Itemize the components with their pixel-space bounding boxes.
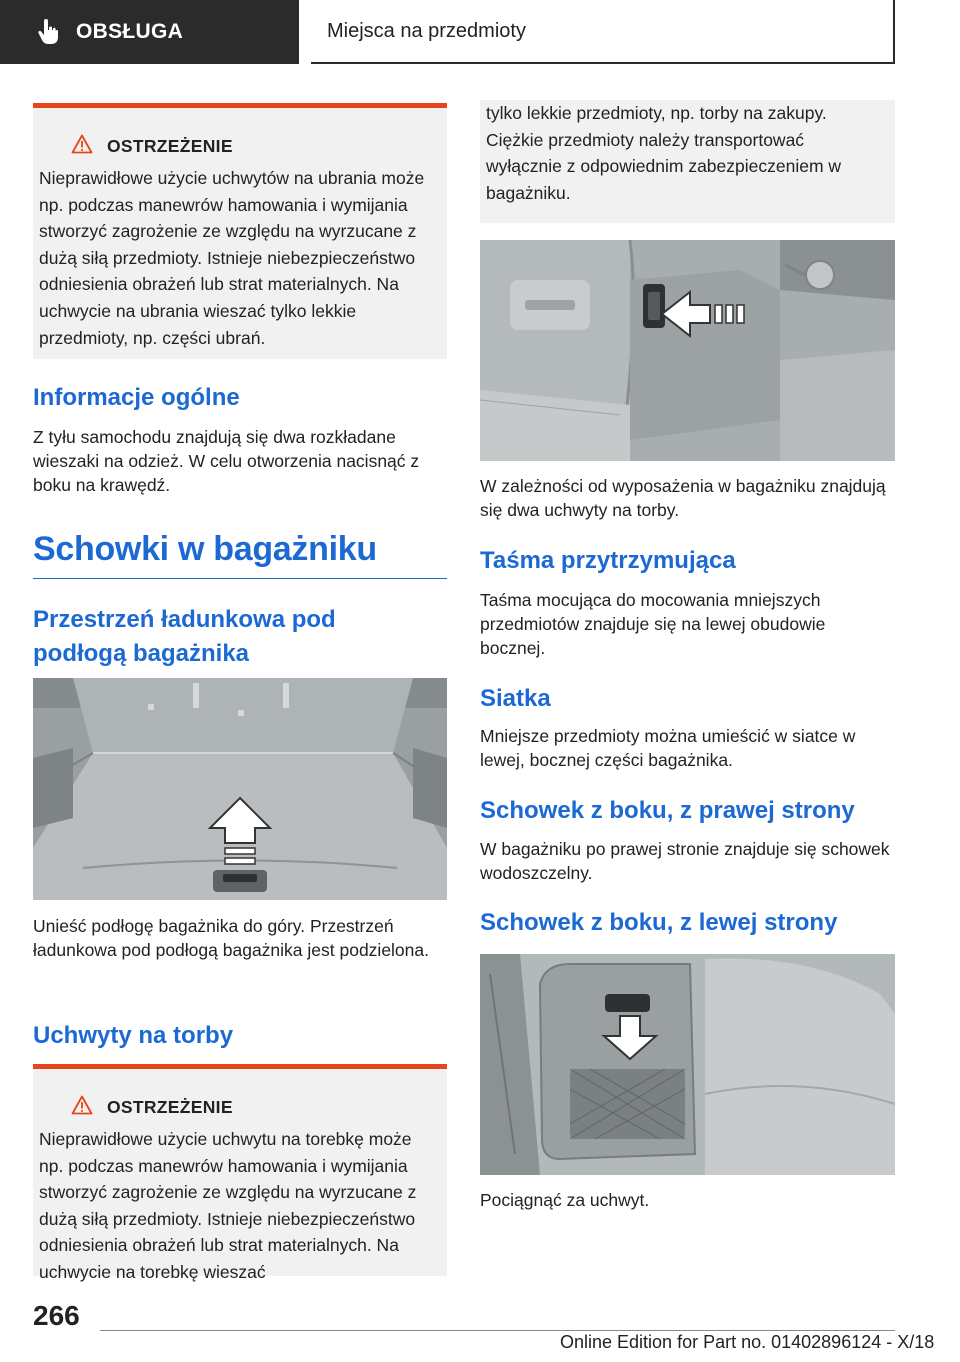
heading-strap: Taśma przytrzymująca [480,547,736,574]
warning-box-continued [480,100,895,223]
heading-net: Siatka [480,685,551,712]
section-title: OBSŁUGA [76,20,184,43]
left-compartment-image [480,954,895,1175]
underfloor-text: Unieść podłogę bagażnika do góry. Przestrzeń ładunkowa pod podłogą bagażnika jest podzielona. [33,916,429,960]
heading-storage: Schowki w bagażniku [33,530,377,568]
net-text: Mniejsze przedmioty można umieścić w siatce w lewej, bocznej części bagażnika. [480,726,856,770]
subsection-tab [311,0,895,64]
bag-hooks-text: W zależności od wyposażenia w bagażniku znajdują się dwa uchwyty na torby. [480,476,886,520]
general-info-text: Z tyłu samochodu znajdują się dwa rozkładane wieszaki na odzież. W celu otworzenia nacisnąć z boku na krawędź. [33,427,420,495]
warning-box-bag-hooks [33,1064,447,1282]
underfloor-cargo-image [33,678,447,900]
warning-text-continued: tylko lekkie przedmioty, np. torby na zakupy. Ciężkie przedmioty należy transportować wyłącznie z odpowiednim zabezpieczeniem w bagażniku. [486,103,842,203]
strap-text: Taśma mocująca do mocowania mniejszych przedmiotów znajduje się na lewej obudowie bocznej. [480,590,826,658]
section-tab [0,0,299,64]
heading-right-compartment: Schowek z boku, z prawej strony [480,797,855,824]
warning-text: Nieprawidłowe użycie uchwytu na torebkę może np. podczas manewrów hamowania i wymijania stworzyć zagrożenie ze względu na wyrzucane z dużą siłą przedmioty. Istnieje niebezpieczeństwo odniesienia obrażeń lub strat materialnych. Na uchwycie na torebkę wieszać [39,1129,417,1282]
heading-underline [33,578,447,579]
bag-hook-image [480,240,895,461]
subsection-title: Miejsca na przedmioty [327,19,526,42]
heading-left-compartment: Schowek z boku, z lewej strony [480,909,838,936]
edition-note: Online Edition for Part no. 01402896124 - X/18 [560,1332,935,1352]
heading-underfloor: Przestrzeń ładunkowa pod podłogą bagażnika [33,606,336,667]
warning-box-clothes-hooks [33,103,447,359]
right-compartment-text: W bagażniku po prawej stronie znajduje się schowek wodoszczelny. [480,839,890,883]
footer-divider [100,1330,895,1331]
warning-text: Nieprawidłowe użycie uchwytów na ubrania może np. podczas manewrów hamowania i wymijania stworzyć zagrożenie ze względu na wyrzucane z dużą siłą przedmioty. Istnieje niebezpieczeństwo odniesienia obrażeń lub strat materialnych. Na uchwycie na ubrania wieszać tylko lekkie przedmioty, np. części ubrań. [39,168,425,348]
left-compartment-text: Pociągnąć za uchwyt. [480,1190,650,1210]
page-number: 266 [33,1300,80,1331]
warning-title: OSTRZEŻENIE [107,136,233,156]
warning-triangle-icon [71,134,93,159]
warning-title: OSTRZEŻENIE [107,1097,233,1117]
hand-pointer-icon [34,17,64,47]
warning-triangle-icon [71,1095,93,1120]
heading-general-info: Informacje ogólne [33,384,240,411]
heading-bag-hooks: Uchwyty na torby [33,1022,234,1049]
